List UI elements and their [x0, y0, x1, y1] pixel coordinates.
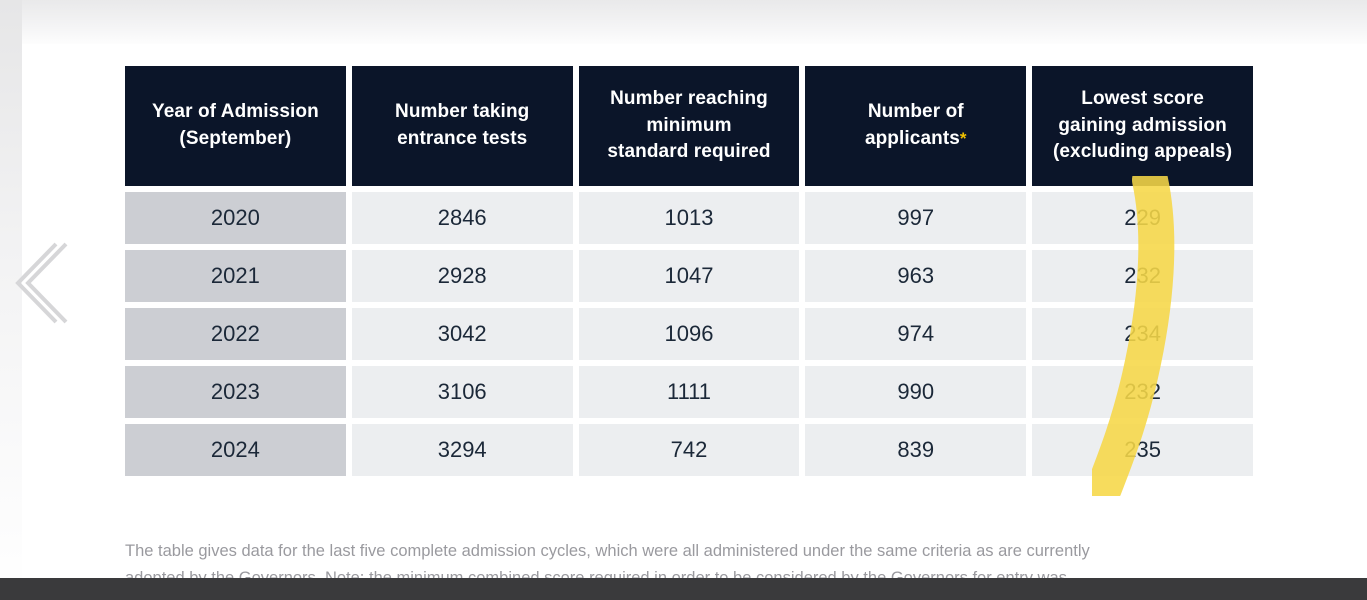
cell-year: 2020 [125, 192, 346, 244]
column-header-entrance-tests: Number taking entrance tests [352, 66, 573, 186]
table-row [125, 308, 1253, 360]
cell-year: 2022 [125, 308, 346, 360]
table-row [125, 192, 1253, 244]
cell-minimum: 742 [579, 424, 800, 476]
footnote-line-1: The table gives data for the last five complete admission cycles, which were all administered under the same criteria as are currently [125, 542, 1090, 560]
cell-tests: 3106 [352, 366, 573, 418]
cell-tests: 2928 [352, 250, 573, 302]
cell-applicants: 963 [805, 250, 1026, 302]
bottom-chrome-bar [0, 578, 1367, 600]
admissions-table [119, 60, 1259, 482]
carousel-prev-button[interactable] [8, 240, 68, 326]
admissions-table-wrapper [125, 66, 1253, 476]
cell-year: 2023 [125, 366, 346, 418]
page-background-top [0, 0, 1367, 44]
footnote-asterisk: * [959, 129, 967, 148]
table-header-row [125, 66, 1253, 186]
cell-tests: 2846 [352, 192, 573, 244]
cell-minimum: 1096 [579, 308, 800, 360]
cell-tests: 3042 [352, 308, 573, 360]
cell-year: 2021 [125, 250, 346, 302]
column-header-minimum-standard: Number reaching minimum standard required [579, 66, 800, 186]
chevron-left-icon [8, 240, 68, 326]
cell-applicants: 997 [805, 192, 1026, 244]
column-header-applicants: Number of applicants* [805, 66, 1026, 186]
table-row [125, 250, 1253, 302]
cell-minimum: 1111 [579, 366, 800, 418]
cell-tests: 3294 [352, 424, 573, 476]
table-row [125, 424, 1253, 476]
cell-applicants: 974 [805, 308, 1026, 360]
cell-minimum: 1013 [579, 192, 800, 244]
cell-minimum: 1047 [579, 250, 800, 302]
column-header-lowest-score: Lowest score gaining admission (excluding appeals) [1032, 66, 1253, 186]
table-row [125, 366, 1253, 418]
cell-year: 2024 [125, 424, 346, 476]
cell-lowest-score: 229 [1032, 192, 1253, 244]
cell-lowest-score: 234 [1032, 308, 1253, 360]
cell-lowest-score: 232 [1032, 250, 1253, 302]
cell-lowest-score: 232 [1032, 366, 1253, 418]
cell-applicants: 839 [805, 424, 1026, 476]
cell-lowest-score: 235 [1032, 424, 1253, 476]
column-header-year: Year of Admission (September) [125, 66, 346, 186]
cell-applicants: 990 [805, 366, 1026, 418]
